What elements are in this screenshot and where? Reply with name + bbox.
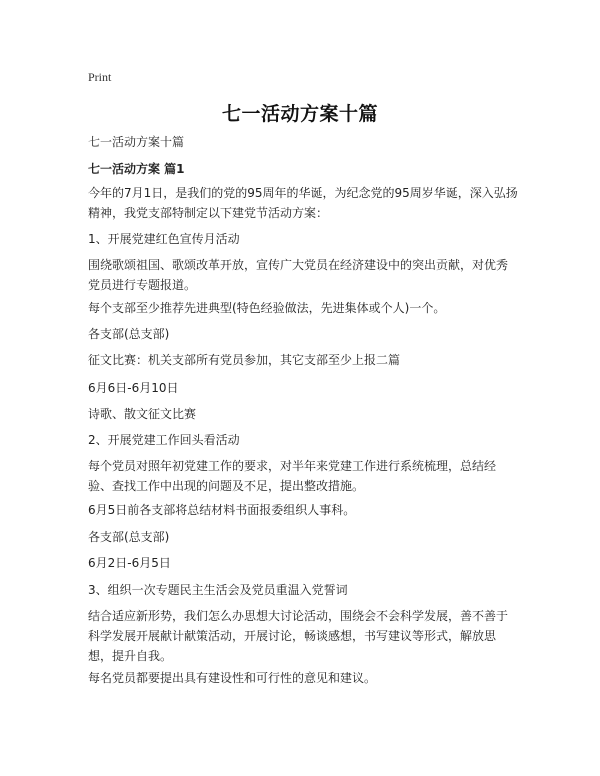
paragraph-item-2: 2、开展党建工作回头看活动	[88, 433, 240, 447]
paragraph: 围绕歌颂祖国、歌颂改革开放，宣传广大党员在经济建设中的突出贡献，对优秀党员进行专题报道。	[88, 258, 509, 292]
print-link[interactable]: Print	[88, 70, 112, 84]
paragraph: 征文比赛：机关支部所有党员参加，其它支部至少上报二篇	[88, 353, 401, 367]
paragraph: 各支部(总支部)	[88, 327, 170, 341]
paragraph: 诗歌、散文征文比赛	[88, 407, 197, 421]
paragraph: 各支部(总支部)	[88, 530, 170, 544]
paragraph: 6月5日前各支部将总结材料书面报委组织人事科。	[88, 503, 356, 517]
paragraph: 每个党员对照年初党建工作的要求，对半年来党建工作进行系统梳理，总结经验、查找工作中出现的问题及不足，提出整改措施。	[88, 459, 497, 493]
paragraph-date: 6月2日-6月5日	[88, 556, 171, 570]
paragraph-date: 6月6日-6月10日	[88, 381, 179, 395]
paragraph-intro: 今年的7月1日，是我们的党的95周年的华诞，为纪念党的95周岁华诞，深入弘扬精神，我党支部特制定以下建党节活动方案：	[88, 186, 518, 220]
page-title: 七一活动方案十篇	[221, 103, 378, 125]
paragraph: 每个支部至少推荐先进典型(特色经验做法，先进集体或个人)一个。	[88, 301, 446, 315]
paragraph: 每名党员都要提出具有建设性和可行性的意见和建议。	[88, 671, 377, 685]
paragraph-item-3: 3、组织一次专题民主生活会及党员重温入党誓词	[88, 583, 348, 597]
section-heading: 七一活动方案 篇1	[88, 162, 185, 176]
document-subtitle: 七一活动方案十篇	[88, 135, 185, 149]
paragraph: 结合适应新形势，我们怎么办思想大讨论活动，围绕会不会科学发展，善不善于科学发展开展献计献策活动，开展讨论，畅谈感想，书写建议等形式，解放思想，提升自我。	[88, 609, 509, 663]
paragraph-item-1: 1、开展党建红色宣传月活动	[88, 232, 240, 246]
